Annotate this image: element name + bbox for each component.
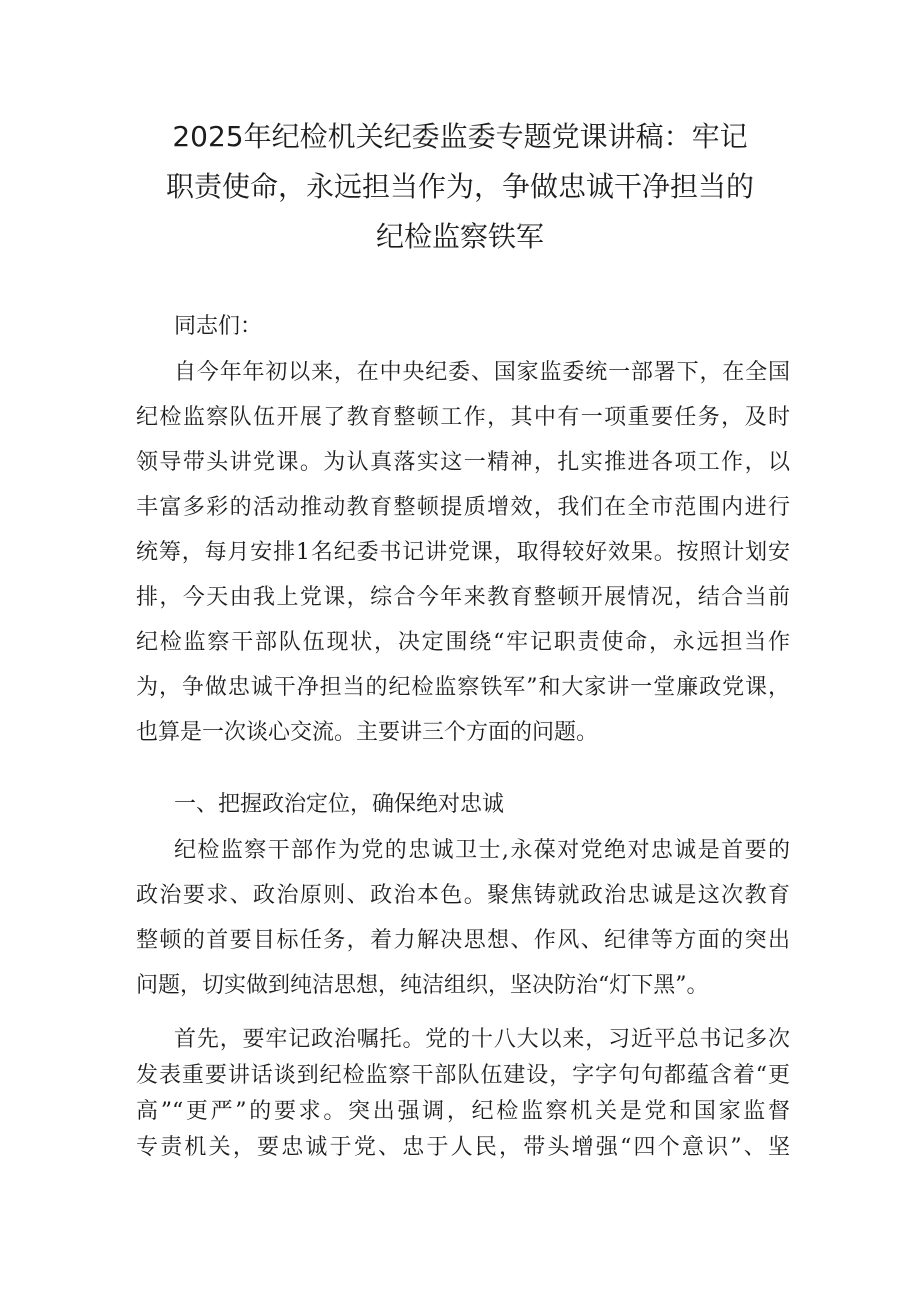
paragraph-line: 统筹，每月安排1名纪委书记讲党课，取得较好效果。按照计划安: [136, 540, 790, 565]
paragraph-line: 丰富多彩的活动推动教育整顿提质增效，我们在全市范围内进行: [136, 495, 790, 520]
paragraph-3: [136, 1022, 790, 1166]
paragraph-line: 专责机关，要忠诚于党、忠于人民，带头增强“四个意识”、坚: [136, 1135, 790, 1160]
paragraph-line: 整顿的首要目标任务，着力解决思想、作风、纪律等方面的突出: [136, 928, 790, 953]
greeting: [136, 304, 790, 349]
paragraph-line: 政治要求、政治原则、政治本色。聚焦铸就政治忠诚是这次教育: [136, 883, 790, 908]
title-line-3: 纪检监察铁军: [375, 220, 544, 253]
paragraph-line: 纪检监察队伍开展了教育整顿工作，其中有一项重要任务，及时: [136, 405, 790, 430]
paragraph-1: [136, 350, 790, 755]
title-line-2: 职责使命，永远担当作为，争做忠诚干净担当的: [165, 170, 754, 203]
paragraph-line: 排，今天由我上党课，综合今年来教育整顿开展情况，结合当前: [136, 585, 790, 610]
paragraph-line: 问题，切实做到纯洁思想，纯洁组织，坚决防治“灯下黑”。: [136, 973, 709, 998]
greeting-text: 同志们：: [174, 314, 263, 339]
paragraph-line: 为，争做忠诚干净担当的纪检监察铁军”和大家讲一堂廉政党课，: [136, 675, 790, 700]
document-title: [130, 112, 790, 262]
paragraph-line: 纪检监察干部队伍现状，决定围绕“牢记职责使命，永远担当作: [136, 630, 790, 655]
paragraph-line: 领导带头讲党课。为认真落实这一精神，扎实推进各项工作，以: [136, 450, 790, 475]
section-heading-text: 一、把握政治定位，确保绝对忠诚: [174, 792, 505, 817]
paragraph-line: 发表重要讲话谈到纪检监察干部队伍建设，字字句句都蕴含着“更: [136, 1063, 790, 1088]
paragraph-2: [136, 828, 790, 1008]
paragraph-line: 也算是一次谈心交流。主要讲三个方面的问题。: [136, 720, 599, 745]
paragraph-line: 首先，要牢记政治嘱托。党的十八大以来，习近平总书记多次: [174, 1027, 790, 1052]
paragraph-line: 自今年年初以来，在中央纪委、国家监委统一部署下，在全国: [174, 360, 790, 385]
section-heading-1: [136, 782, 790, 827]
paragraph-line: 高”“更严”的要求。突出强调，纪检监察机关是党和国家监督: [136, 1099, 790, 1124]
paragraph-line: 纪检监察干部作为党的忠诚卫士,永葆对党绝对忠诚是首要的: [174, 838, 790, 863]
title-line-1: 2025年纪检机关纪委监委专题党课讲稿：牢记: [172, 120, 748, 153]
